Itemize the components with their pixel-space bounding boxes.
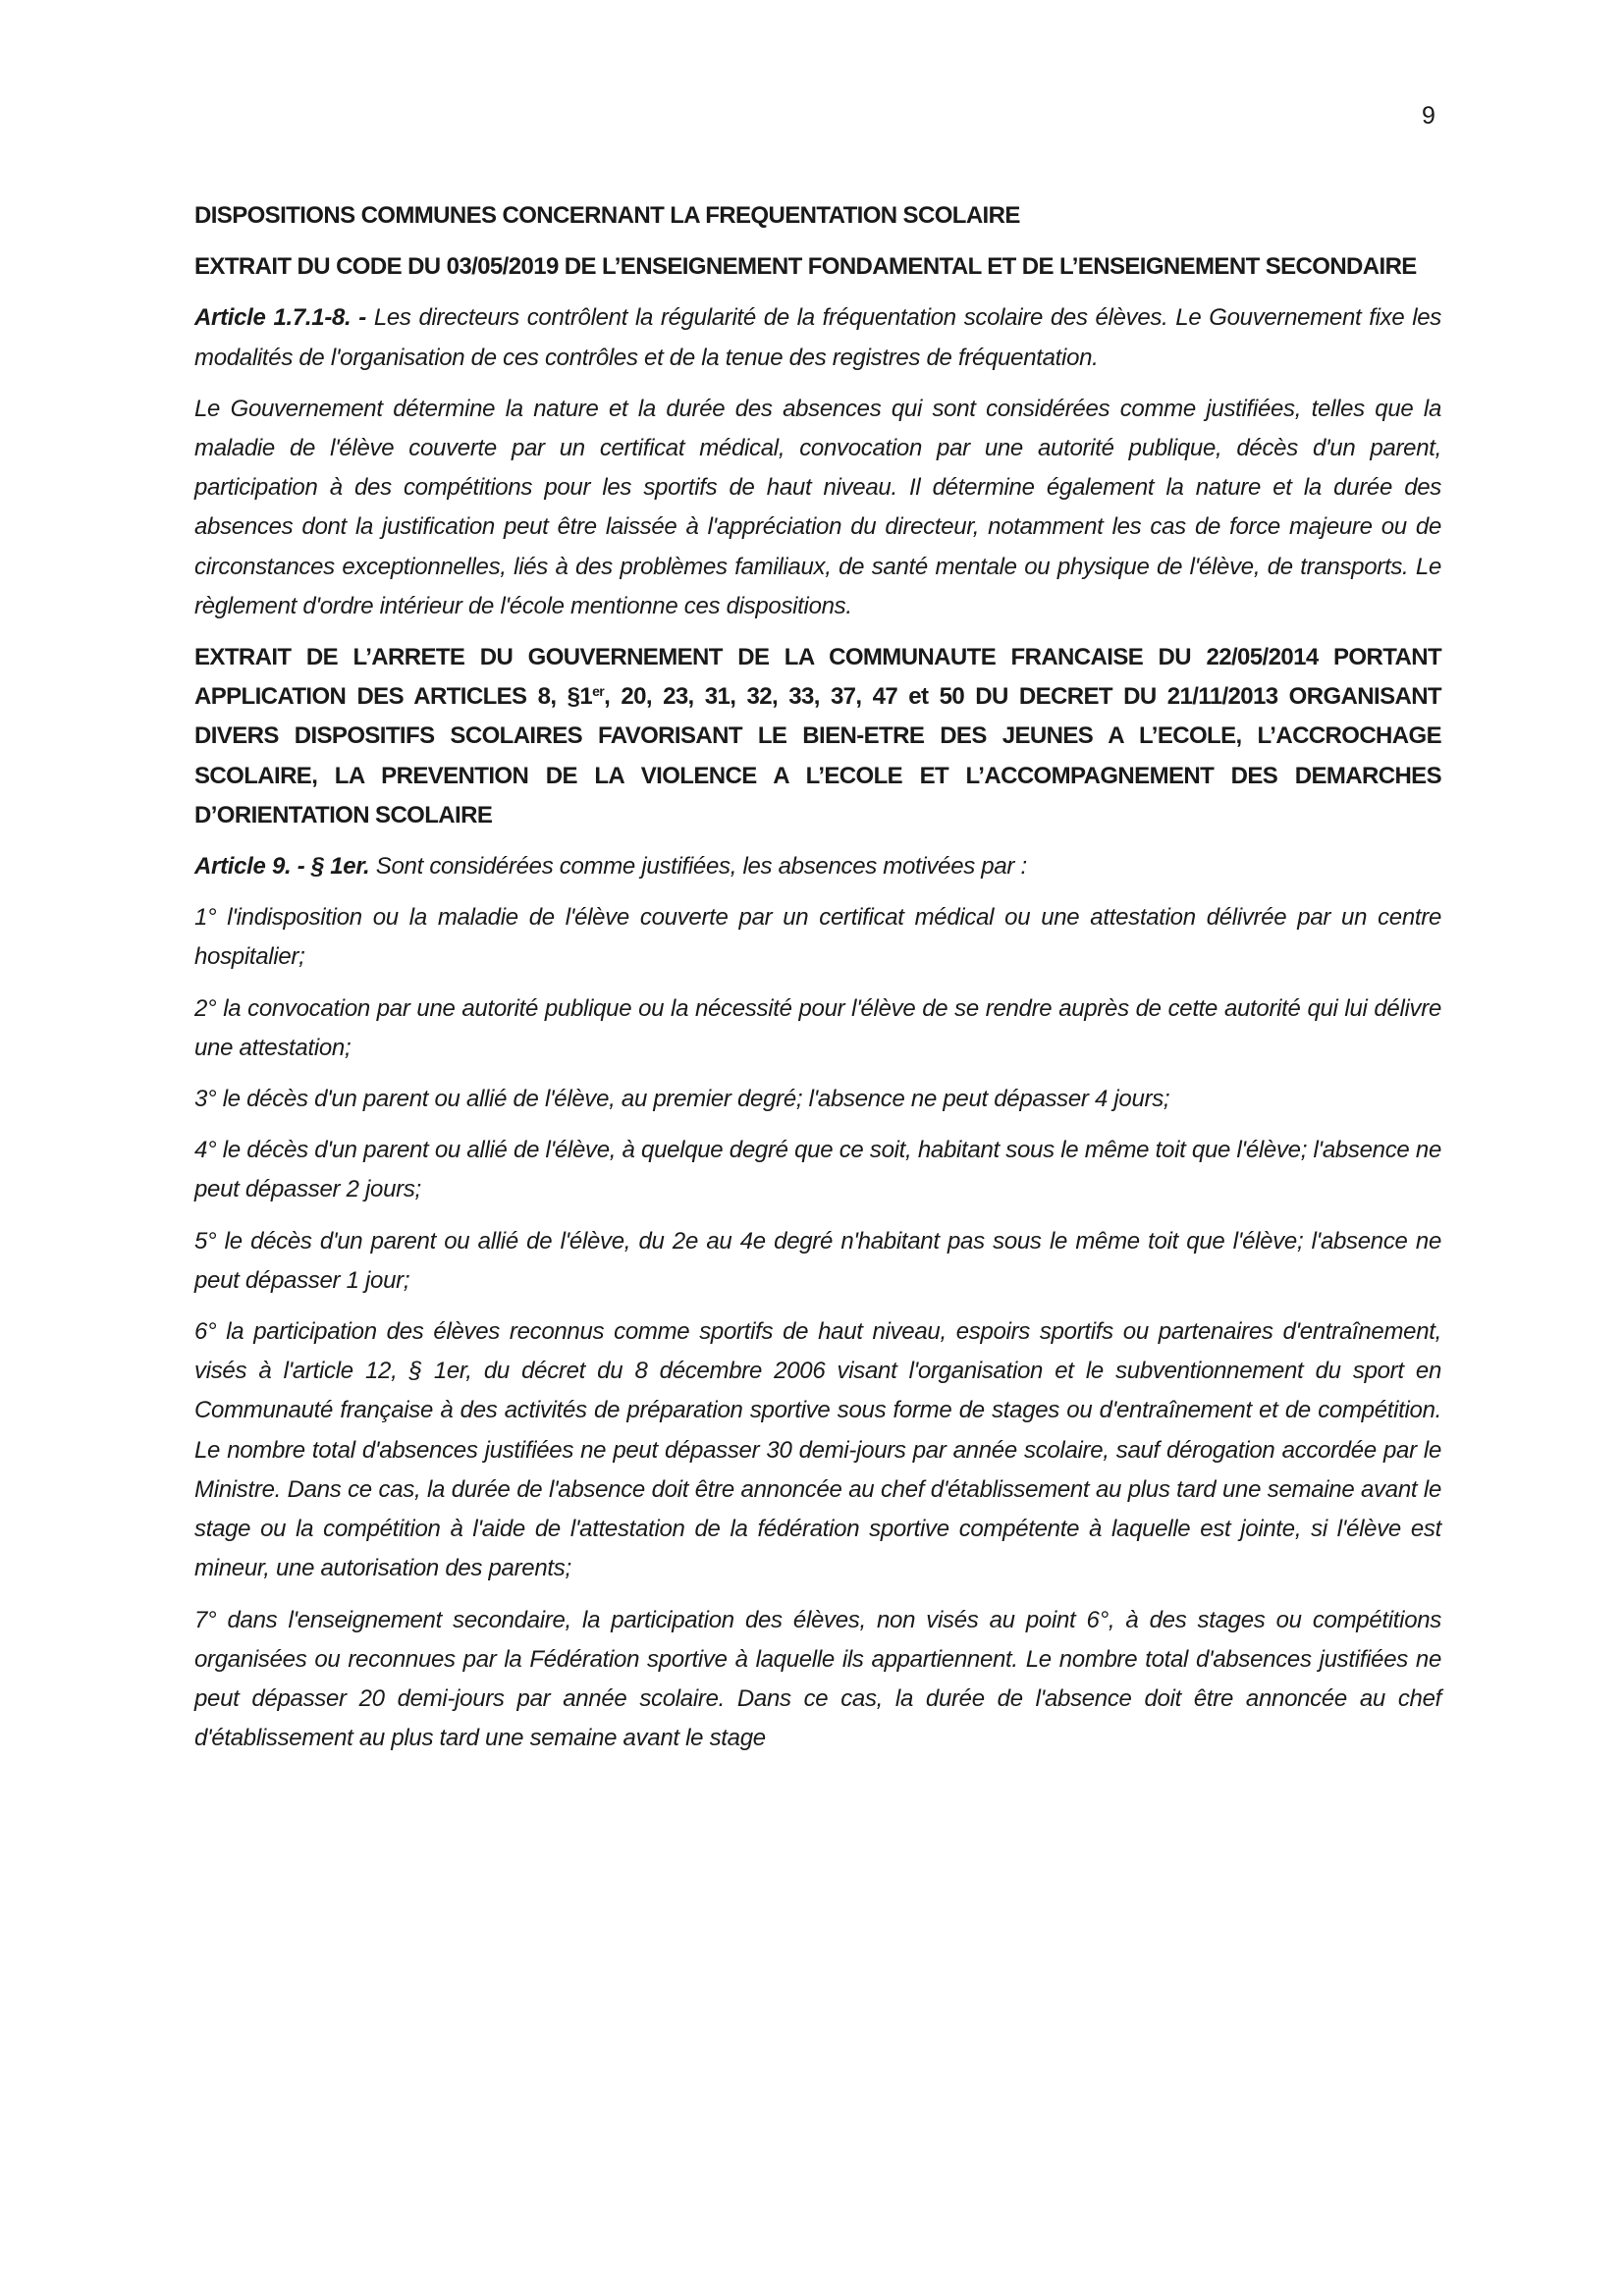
arrete-heading-sup: er — [592, 683, 605, 700]
code-extract-heading: EXTRAIT DU CODE DU 03/05/2019 DE L’ENSEIGNEMENT FONDAMENTAL ET DE L’ENSEIGNEMENT SECONDAIRE — [194, 253, 1417, 281]
list-item: 5° le décès d'un parent ou allié de l'élève, du 2e au 4e degré n'habitant pas sous le même toit que l'élève; l'absence ne peut dépasser 1 jour; — [194, 1227, 1441, 1294]
article-1718-label: Article 1.7.1-8. - — [194, 304, 366, 332]
article-9-label: Article 9. - § 1er. — [194, 853, 370, 881]
document-body — [194, 196, 1441, 1770]
page-number: 9 — [1422, 102, 1435, 130]
list-item: 4° le décès d'un parent ou allié de l'élève, à quelque degré que ce soit, habitant sous le même toit que l'élève; l'absence ne peut dépasser 2 jours; — [194, 1137, 1441, 1203]
list-item: 7° dans l'enseignement secondaire, la participation des élèves, non visés au point 6°, à des stages ou compétitions organisées ou reconnues par la Fédération sportive à laquelle ils appartiennent. Le nombre total d'absences justifiées ne peut dépasser 20 demi-jours par année scolaire. Dans ce cas, la durée de l'absence doit être annoncée au chef d'établissement au plus tard une semaine avant le stage — [194, 1606, 1441, 1752]
article-1718-paragraph-2: Le Gouvernement détermine la nature et la durée des absences qui sont considérées comme justifiées, telles que la maladie de l'élève couverte par un certificat médical, convocation par une autorité publique, décès d'un parent, participation à des compétitions pour les sportifs de haut niveau. Il détermine également la nature et la durée des absences dont la justification peut être laissée à l'appréciation du directeur, notamment les cas de force majeure ou de circonstances exceptionnelles, liés à des problèmes familiaux, de santé mentale ou physique de l'élève, de transports. Le règlement d'ordre intérieur de l'école mentionne ces dispositions. — [194, 395, 1441, 619]
list-item: 1° l'indisposition ou la maladie de l'élève couverte par un certificat médical ou une attestation délivrée par un centre hospitalier; — [194, 904, 1441, 971]
arrete-heading-part1: EXTRAIT DE L’ARRETE DU GOUVERNEMENT DE LA COMMUNAUTE FRANCAISE DU 22/05/2014 PORTANT APPLICATION DES ARTICLES 8, §1 — [194, 644, 1441, 711]
list-item: 3° le décès d'un parent ou allié de l'élève, au premier degré; l'absence ne peut dépasser 4 jours; — [194, 1086, 1170, 1113]
main-heading: DISPOSITIONS COMMUNES CONCERNANT LA FREQUENTATION SCOLAIRE — [194, 202, 1020, 229]
article-9-intro — [194, 847, 1441, 886]
list-item: 2° la convocation par une autorité publique ou la nécessité pour l'élève de se rendre auprès de cette autorité qui lui délivre une attestation; — [194, 994, 1441, 1061]
list-item: 6° la participation des élèves reconnus comme sportifs de haut niveau, espoirs sportifs ou partenaires d'entraînement, visés à l'article 12, § 1er, du décret du 8 décembre 2006 visant l'organisation et le subventionnement du sport en Communauté française à des activités de préparation sportive sous forme de stages ou d'entraînement et de compétition. Le nombre total d'absences justifiées ne peut dépasser 30 demi-jours par année scolaire, sauf dérogation accordée par le Ministre. Dans ce cas, la durée de l'absence doit être annoncée au chef d'établissement au plus tard une semaine avant le stage ou la compétition à l'aide de l'attestation de la fédération sportive compétente à laquelle est jointe, si l'élève est mineur, une autorisation des parents; — [194, 1318, 1441, 1582]
article-1718-paragraph — [194, 298, 1441, 377]
arrete-heading-part2: , 20, 23, 31, 32, 33, 37, 47 et 50 DU DECRET DU 21/11/2013 ORGANISANT DIVERS DISPOSITIFS SCOLAIRES FAVORISANT LE BIEN-ETRE DES JEUNES A L’ECOLE, L’ACCROCHAGE SCOLAIRE, LA PREVENTION DE LA VIOLENCE A L’ECOLE ET L’ACCOMPAGNEMENT DES DEMARCHES D’ORIENTATION SCOLAIRE — [194, 683, 1441, 828]
article-1718-text: Les directeurs contrôlent la régularité de la fréquentation scolaire des élèves. Le Gouvernement fixe les modalités de l'organisation de ces contrôles et de la tenue des registres de fréquentation. — [194, 304, 1442, 371]
arrete-extract-heading — [194, 638, 1441, 835]
article-9-intro-text: Sont considérées comme justifiées, les absences motivées par : — [369, 853, 1027, 881]
